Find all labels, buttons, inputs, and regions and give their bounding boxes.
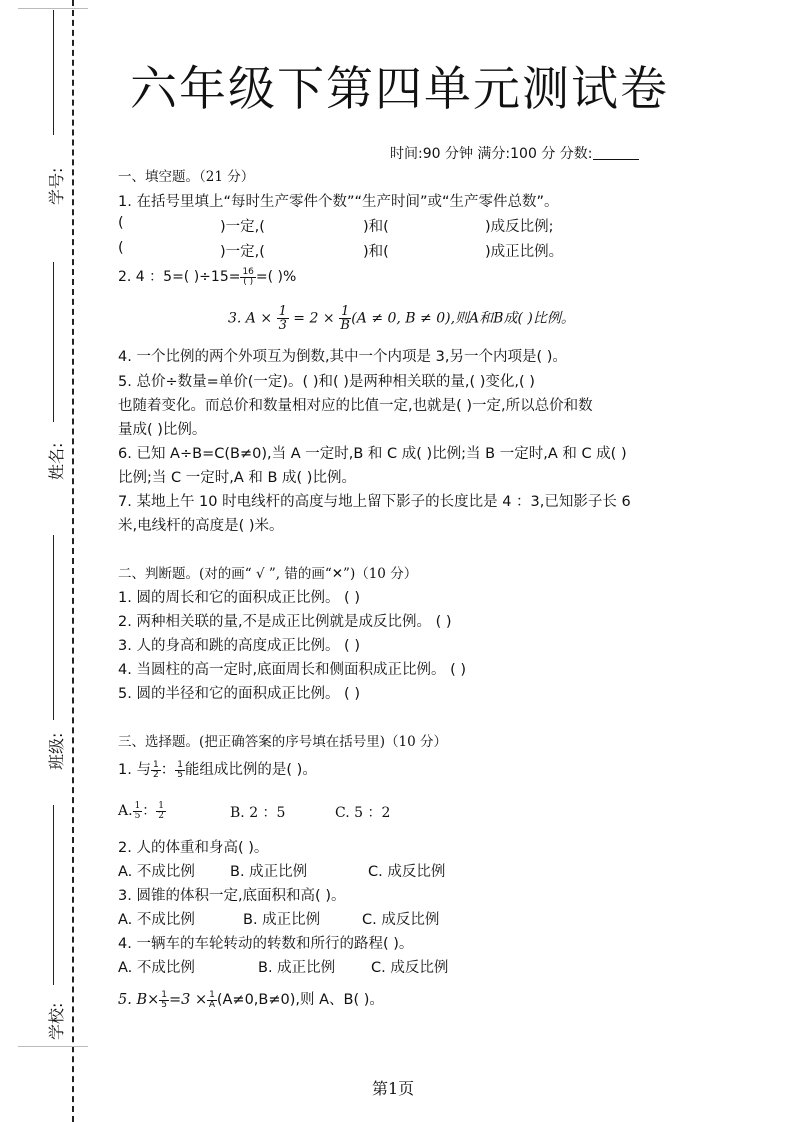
s3-q1 [118, 758, 317, 780]
s3-q3-option-c: C. 成反比例 [362, 912, 440, 928]
s1-q3 [228, 305, 575, 332]
s3-q1-opt-a-pre: A. [118, 803, 133, 819]
name-label: 姓名: [47, 442, 66, 480]
s1-q3-f2-den: B [340, 318, 350, 333]
s3-q4-option-b: B. 成正比例 [258, 960, 336, 976]
top-edge-mark [18, 8, 88, 9]
s1-q7-line1: 7. 某地上午 10 时电线杆的高度与地上留下影子的长度比是 4 ：3,已知影子长 6 [118, 494, 631, 510]
s1-q2-pre: 2. 4 ：5=( )÷15= [118, 269, 241, 285]
s3-q4-option-a: A. 不成比例 [118, 960, 195, 976]
s1-q5-line1: 5. 总价÷数量=单价(一定)。( )和( )是两种相关联的量,( )变化,( ) [118, 374, 535, 390]
s3-q3-option-b: B. 成正比例 [243, 912, 321, 928]
s3-q1-opt-a-f1-den: 5 [134, 810, 141, 821]
s1-q1-r1-b: )一定,( [220, 219, 265, 235]
s1-q3-pre: 3. A × [228, 310, 277, 327]
student-no-line [53, 10, 54, 135]
s3-q1-opt-a-f1-num: 1 [134, 800, 141, 811]
s3-q5-f1-num: 1 [161, 989, 167, 1000]
s1-q5-line2: 也随着变化。而总价和数量相对应的比值一定,也就是( )一定,所以总价和数 [118, 398, 593, 414]
s3-q2-option-b: B. 成正比例 [230, 864, 308, 880]
s3-q1-f1-den: 2 [152, 769, 159, 780]
s1-q1-r1-c: )和( [363, 219, 389, 235]
s3-q3: 3. 圆锥的体积一定,底面积和高( )。 [118, 888, 346, 904]
page-title: 六年级下第四单元测试卷 [130, 62, 669, 117]
s3-q5-post: (A≠0,B≠0),则 A、B( )。 [216, 992, 384, 1008]
school-line [53, 805, 54, 985]
s1-q5-line3: 量成( )比例。 [118, 422, 207, 438]
s1-q1-r2-d: )成正比例。 [485, 244, 564, 260]
s1-q4: 4. 一个比例的两个外项互为倒数,其中一个内项是 3,另一个内项是( )。 [118, 349, 567, 365]
s1-q1-r2-b: )一定,( [220, 244, 265, 260]
class-label: 班级: [47, 732, 66, 770]
s1-q2-frac-num: 16 [242, 266, 254, 277]
exam-meta-text: 时间:90 分钟 满分:100 分 分数: [390, 146, 593, 162]
s1-q3-f2-num: 1 [341, 304, 350, 319]
s3-q5 [118, 988, 384, 1010]
s3-q2-option-a: A. 不成比例 [118, 864, 195, 880]
s3-q1-opt-a-fraction-2 [156, 802, 166, 821]
s3-q1-fraction-2 [175, 761, 185, 780]
s3-q1-colon: ： [160, 762, 176, 778]
s1-q1: 1. 在括号里填上“每时生产零件个数”“生产时间”或“生产零件总数”。 [118, 194, 559, 210]
s2-item-1: 1. 圆的周长和它的面积成正比例。 ( ) [118, 590, 360, 606]
s3-q1-option-a [118, 800, 166, 821]
section3-heading: 三、选择题。(把正确答案的序号填在括号里)（10 分） [118, 734, 448, 750]
s3-q1-opt-a-f2-den: 2 [158, 810, 165, 821]
section1-heading: 一、填空题。（21 分） [118, 169, 255, 185]
s3-q1-opt-a-colon: ： [142, 803, 157, 819]
s3-q2: 2. 人的体重和身高( )。 [118, 840, 269, 856]
s3-q4: 4. 一辆车的车轮转动的转数和所行的路程( )。 [118, 936, 414, 952]
s1-q6-line1: 6. 已知 A÷B=C(B≠0),当 A 一定时,B 和 C 成( )比例;当 B 一定时,A 和 C 成( ) [118, 446, 627, 462]
section2-heading: 二、判断题。(对的画“ √ ”, 错的画“✕”)（10 分） [118, 566, 418, 582]
s3-q5-f2-den: A [208, 999, 216, 1010]
class-line [53, 535, 54, 720]
s3-q1-option-c: C. 5 ：2 [335, 805, 391, 821]
s3-q1-f2-num: 1 [177, 759, 183, 770]
s3-q5-pre: 5. B× [118, 992, 160, 1008]
bottom-edge-mark [18, 1046, 88, 1047]
student-no-label: 学号: [47, 167, 66, 205]
s3-q1-option-b: B. 2 ：5 [230, 805, 286, 821]
name-line [53, 262, 54, 422]
binding-dashed-line [72, 0, 74, 1122]
s1-q6-line2: 比例;当 C 一定时,A 和 B 成( )比例。 [118, 470, 356, 486]
s3-q4-option-c: C. 成反比例 [371, 960, 449, 976]
s2-item-2: 2. 两种相关联的量,不是成正比例就是成反比例。 ( ) [118, 614, 452, 630]
s1-q2-fraction [240, 268, 255, 287]
s1-q3-f1-den: 3 [278, 318, 287, 333]
s1-q3-fraction-2 [339, 305, 351, 332]
s1-q3-mid: = 2 × [288, 310, 340, 327]
s3-q1-fraction-1 [151, 761, 161, 780]
s1-q3-fraction-1 [277, 305, 289, 332]
s3-q1-opt-a-fraction-1 [133, 802, 143, 821]
s1-q7-line2: 米,电线杆的高度是( )米。 [118, 518, 284, 534]
s3-q5-f2-num: 1 [209, 989, 215, 1000]
s2-item-4: 4. 当圆柱的高一定时,底面周长和侧面积成正比例。 ( ) [118, 662, 467, 678]
s3-q5-fraction-2 [207, 991, 217, 1010]
s1-q1-r1-d: )成反比例; [485, 219, 554, 235]
s1-q2-frac-den: ( ) [243, 276, 254, 287]
s3-q1-opt-a-f2-num: 1 [158, 800, 165, 811]
exam-meta [390, 143, 639, 163]
s3-q5-mid: =3 × [168, 992, 208, 1008]
s3-q1-post: 能组成比例的是( )。 [184, 762, 317, 778]
s3-q1-f2-den: 5 [177, 769, 183, 780]
s1-q1-r2-a: ( [118, 240, 124, 256]
s2-item-5: 5. 圆的半径和它的面积成正比例。 ( ) [118, 686, 360, 702]
page-number: 第1页 [372, 1079, 415, 1098]
s3-q1-f1-num: 1 [152, 759, 159, 770]
s3-q2-option-c: C. 成反比例 [368, 864, 446, 880]
s1-q1-r2-c: )和( [363, 244, 389, 260]
s3-q1-pre: 1. 与 [118, 762, 151, 778]
s1-q1-r1-a: ( [118, 215, 124, 231]
s3-q3-option-a: A. 不成比例 [118, 912, 195, 928]
s3-q5-f1-den: 5 [161, 999, 167, 1010]
school-label: 学校: [47, 1002, 66, 1040]
score-blank[interactable] [593, 145, 639, 160]
s3-q5-fraction-1 [159, 991, 169, 1010]
s2-item-3: 3. 人的身高和跳的高度成正比例。 ( ) [118, 638, 360, 654]
s1-q3-post: (A ≠ 0, B ≠ 0),则A和B成( )比例。 [351, 310, 575, 327]
s1-q2-post: =( )% [255, 269, 297, 285]
s1-q3-f1-num: 1 [278, 304, 287, 319]
s1-q2 [118, 266, 296, 287]
